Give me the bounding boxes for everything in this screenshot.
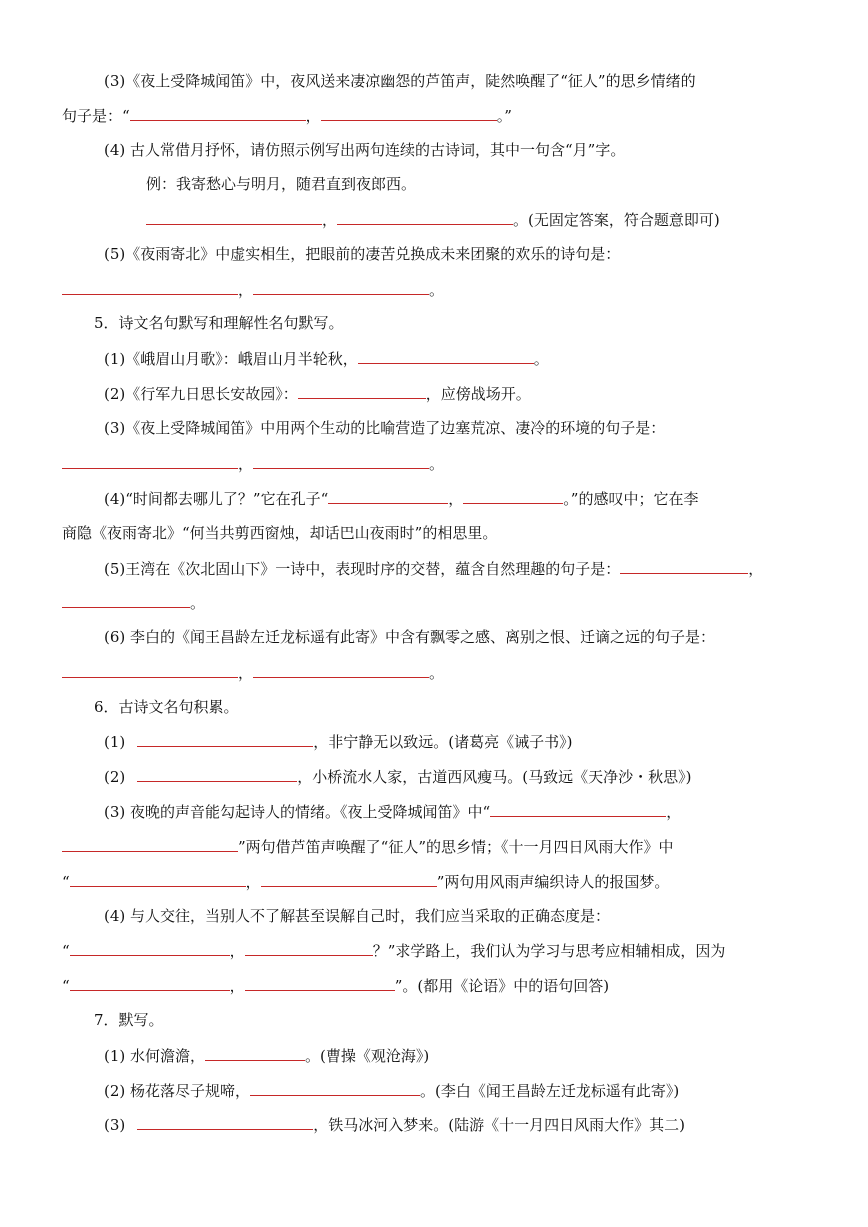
q5-item4-line1: (4)“时间都去哪儿了？”它在孔子“ ， 。”的感叹中；它在李 bbox=[104, 490, 699, 508]
answer-blank[interactable] bbox=[358, 348, 534, 364]
answer-blank[interactable] bbox=[490, 801, 666, 817]
answer-blank[interactable] bbox=[62, 662, 238, 678]
q5-title: 5．诗文名句默写和理解性名句默写。 bbox=[94, 314, 344, 332]
answer-blank[interactable] bbox=[70, 940, 230, 956]
answer-blank[interactable] bbox=[261, 871, 437, 887]
q4-item4-example: 例：我寄愁心与明月，随君直到夜郎西。 bbox=[146, 175, 417, 193]
answer-blank[interactable] bbox=[137, 731, 313, 747]
q5-item6: (6) 李白的《闻王昌龄左迁龙标遥有此寄》中含有飘零之感、离别之恨、迁谪之远的句子是： bbox=[104, 628, 716, 646]
q6-item4-line1: (4) 与人交往，当别人不了解甚至误解自己时，我们应当采取的正确态度是： bbox=[104, 907, 611, 925]
answer-blank[interactable] bbox=[328, 488, 448, 504]
q4-item4-answer: ， 。(无固定答案，符合题意即可) bbox=[146, 209, 720, 229]
answer-blank[interactable] bbox=[250, 1080, 420, 1096]
answer-blank[interactable] bbox=[62, 592, 190, 608]
q5-item5-line1: (5)王湾在《次北固山下》一诗中，表现时序的交替，蕴含自然理趣的句子是： ， bbox=[104, 560, 764, 578]
q5-item5-line2: 。 bbox=[62, 592, 205, 612]
answer-blank[interactable] bbox=[205, 1045, 305, 1061]
answer-blank[interactable] bbox=[130, 105, 306, 121]
q4-item3-line2: 句子是：“ ， 。” bbox=[62, 107, 512, 125]
q5-item6-answer: ， 。 bbox=[62, 662, 444, 682]
q6-item3-line3: “ ， ”两句用风雨声编织诗人的报国梦。 bbox=[62, 873, 670, 891]
q4-item4: (4) 古人常借月抒怀，请仿照示例写出两句连续的古诗词，其中一句含“月”字。 bbox=[104, 141, 626, 159]
answer-blank[interactable] bbox=[62, 836, 238, 852]
q6-item4-line2: “ ， ？”求学路上，我们认为学习与思考应相辅相成，因为 bbox=[62, 942, 726, 960]
q4-item3-line1: (3)《夜上受降城闻笛》中，夜风送来凄凉幽怨的芦笛声，陡然唤醒了“征人”的思乡情绪的 bbox=[104, 72, 696, 90]
q7-item2: (2) 杨花落尽子规啼， 。(李白《闻王昌龄左迁龙标遥有此寄》) bbox=[104, 1082, 680, 1100]
q4-item5: (5)《夜雨寄北》中虚实相生，把眼前的凄苦兑换成未来团聚的欢乐的诗句是： bbox=[104, 245, 621, 263]
answer-blank[interactable] bbox=[253, 279, 429, 295]
answer-blank[interactable] bbox=[137, 766, 297, 782]
answer-blank[interactable] bbox=[62, 453, 238, 469]
answer-blank[interactable] bbox=[70, 975, 230, 991]
answer-blank[interactable] bbox=[137, 1114, 313, 1130]
answer-blank[interactable] bbox=[321, 105, 497, 121]
q7-item1: (1) 水何澹澹， 。(曹操《观沧海》) bbox=[104, 1047, 430, 1065]
answer-blank[interactable] bbox=[463, 488, 563, 504]
answer-blank[interactable] bbox=[70, 871, 246, 887]
answer-blank[interactable] bbox=[253, 453, 429, 469]
answer-blank[interactable] bbox=[245, 975, 395, 991]
q6-item4-line3: “ ， ”。(都用《论语》中的语句回答) bbox=[62, 977, 610, 995]
answer-blank[interactable] bbox=[62, 279, 238, 295]
q6-title: 6．古诗文名句积累。 bbox=[94, 698, 239, 716]
answer-blank[interactable] bbox=[146, 209, 322, 225]
q5-item3-answer: ， 。 bbox=[62, 453, 444, 473]
q6-item3-line2: ”两句借芦笛声唤醒了“征人”的思乡情；《十一月四日风雨大作》中 bbox=[62, 836, 674, 856]
q6-item3-line1: (3) 夜晚的声音能勾起诗人的情绪。《夜上受降城闻笛》中“ ， bbox=[104, 803, 682, 821]
q5-item3: (3)《夜上受降城闻笛》中用两个生动的比喻营造了边塞荒凉、凄冷的环境的句子是： bbox=[104, 419, 666, 437]
q5-item2: (2)《行军九日思长安故园》： ，应傍战场开。 bbox=[104, 385, 531, 403]
q6-item2: (2) ，小桥流水人家，古道西风瘦马。(马致远《天净沙・秋思》) bbox=[104, 768, 692, 786]
q4-item5-answer: ， 。 bbox=[62, 279, 444, 299]
q5-item4-line2: 商隐《夜雨寄北》“何当共剪西窗烛，却话巴山夜雨时”的相思里。 bbox=[62, 524, 498, 542]
q5-item1: (1)《峨眉山月歌》：峨眉山月半轮秋， 。 bbox=[104, 350, 549, 368]
q6-item1: (1) ，非宁静无以致远。(诸葛亮《诫子书》) bbox=[104, 733, 573, 751]
answer-blank[interactable] bbox=[298, 383, 426, 399]
q7-title: 7．默写。 bbox=[94, 1011, 164, 1029]
answer-blank[interactable] bbox=[620, 558, 748, 574]
answer-blank[interactable] bbox=[337, 209, 513, 225]
answer-blank[interactable] bbox=[245, 940, 373, 956]
q7-item3: (3) ，铁马冰河入梦来。(陆游《十一月四日风雨大作》其二) bbox=[104, 1116, 685, 1134]
answer-blank[interactable] bbox=[253, 662, 429, 678]
